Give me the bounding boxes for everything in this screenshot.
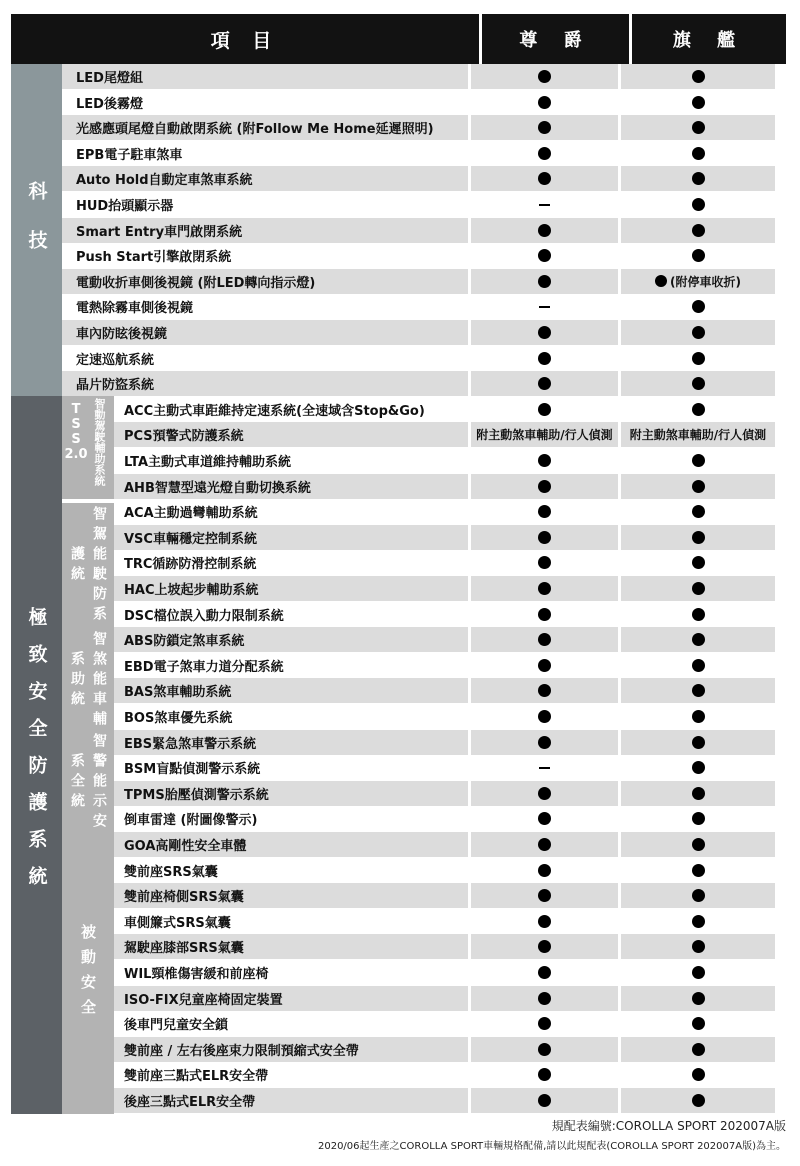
flagship-value bbox=[618, 294, 775, 319]
not-included-dash-icon bbox=[539, 306, 550, 308]
header-col-flagship: 旗 艦 bbox=[629, 14, 786, 64]
premium-value bbox=[468, 858, 618, 883]
subgroup-warning: 智警能示安系全統 bbox=[62, 732, 114, 834]
flagship-value bbox=[618, 499, 775, 524]
included-dot-icon bbox=[692, 70, 705, 83]
flagship-value bbox=[618, 704, 775, 729]
included-dot-icon bbox=[538, 1017, 551, 1030]
included-dot-icon bbox=[538, 684, 551, 697]
premium-value bbox=[468, 320, 618, 345]
premium-value bbox=[468, 64, 618, 89]
included-dot-icon bbox=[538, 275, 551, 288]
value-text: 附主動煞車輔助/行人偵測 bbox=[476, 428, 613, 443]
flagship-value bbox=[618, 627, 775, 652]
included-dot-icon bbox=[692, 96, 705, 109]
included-dot-icon bbox=[692, 889, 705, 902]
included-dot-icon bbox=[538, 377, 551, 390]
feature-name: Smart Entry車門啟閉系統 bbox=[62, 218, 468, 243]
premium-value bbox=[468, 806, 618, 831]
table-row bbox=[62, 243, 775, 268]
included-dot-icon bbox=[538, 608, 551, 621]
included-dot-icon bbox=[538, 480, 551, 493]
included-dot-icon bbox=[692, 147, 705, 160]
flagship-value bbox=[618, 755, 775, 780]
feature-name: WIL頸椎傷害緩和前座椅 bbox=[114, 960, 468, 985]
feature-name: ACC主動式車距維持定速系統(全速域含Stop&Go) bbox=[114, 397, 468, 422]
premium-value bbox=[468, 1011, 618, 1036]
included-dot-icon bbox=[538, 966, 551, 979]
flagship-value bbox=[618, 166, 775, 191]
premium-value bbox=[468, 90, 618, 115]
included-dot-icon bbox=[538, 1068, 551, 1081]
spec-code: 規配表編號:COROLLA SPORT 202007A版 bbox=[551, 1119, 786, 1133]
feature-name: EBD電子煞車力道分配系統 bbox=[114, 653, 468, 678]
feature-name: 駕駛座膝部SRS氣囊 bbox=[114, 934, 468, 959]
flagship-value bbox=[618, 346, 775, 371]
feature-name: TRC循跡防滑控制系統 bbox=[114, 550, 468, 575]
included-dot-icon bbox=[692, 1068, 705, 1081]
table-row bbox=[114, 883, 775, 908]
flagship-value bbox=[618, 1011, 775, 1036]
included-dot-icon bbox=[538, 352, 551, 365]
included-dot-icon bbox=[538, 224, 551, 237]
premium-value bbox=[468, 371, 618, 396]
feature-name: TPMS胎壓偵測警示系統 bbox=[114, 781, 468, 806]
feature-name: 定速巡航系統 bbox=[62, 346, 468, 371]
included-dot-icon bbox=[538, 505, 551, 518]
included-dot-icon bbox=[692, 352, 705, 365]
table-row bbox=[114, 704, 775, 729]
feature-name: HAC上坡起步輔助系統 bbox=[114, 576, 468, 601]
premium-value bbox=[468, 653, 618, 678]
flagship-value bbox=[618, 781, 775, 806]
table-row bbox=[62, 90, 775, 115]
included-dot-icon bbox=[692, 300, 705, 313]
included-dot-icon bbox=[692, 633, 705, 646]
table-row bbox=[114, 550, 775, 575]
included-dot-icon bbox=[692, 377, 705, 390]
premium-value bbox=[468, 730, 618, 755]
table-row bbox=[62, 166, 775, 191]
feature-name: 光感應頭尾燈自動啟閉系統 (附Follow Me Home延遲照明) bbox=[62, 115, 468, 140]
header-item-label: 項 目 bbox=[210, 29, 280, 52]
table-row bbox=[114, 781, 775, 806]
table-row bbox=[62, 294, 775, 319]
flagship-value bbox=[618, 90, 775, 115]
premium-value bbox=[468, 499, 618, 524]
flagship-value bbox=[618, 883, 775, 908]
included-dot-icon bbox=[692, 480, 705, 493]
premium-value bbox=[468, 960, 618, 985]
not-included-dash-icon bbox=[539, 204, 550, 206]
feature-name: BAS煞車輔助系統 bbox=[114, 678, 468, 703]
table-row bbox=[62, 218, 775, 243]
table-row bbox=[114, 448, 775, 473]
table-row bbox=[114, 397, 775, 422]
category-safety bbox=[11, 396, 62, 1114]
flagship-value bbox=[618, 1088, 775, 1113]
premium-value bbox=[468, 909, 618, 934]
table-row bbox=[114, 1062, 775, 1087]
included-dot-icon bbox=[692, 787, 705, 800]
included-dot-icon bbox=[692, 531, 705, 544]
premium-value bbox=[468, 1037, 618, 1062]
flagship-value bbox=[618, 960, 775, 985]
flagship-value bbox=[618, 243, 775, 268]
premium-value bbox=[468, 781, 618, 806]
feature-name: AHB智慧型遠光燈自動切換系統 bbox=[114, 474, 468, 499]
included-dot-icon bbox=[692, 172, 705, 185]
flagship-value bbox=[618, 909, 775, 934]
included-dot-icon bbox=[538, 531, 551, 544]
included-dot-icon bbox=[538, 582, 551, 595]
included-dot-icon bbox=[538, 633, 551, 646]
included-dot-icon bbox=[692, 659, 705, 672]
flagship-value bbox=[618, 1062, 775, 1087]
feature-name: BOS煞車優先系統 bbox=[114, 704, 468, 729]
included-dot-icon bbox=[538, 787, 551, 800]
flagship-value bbox=[618, 1037, 775, 1062]
flagship-value bbox=[618, 602, 775, 627]
flagship-value bbox=[618, 320, 775, 345]
included-dot-icon bbox=[692, 403, 705, 416]
included-dot-icon bbox=[692, 198, 705, 211]
premium-value bbox=[468, 832, 618, 857]
flagship-value bbox=[618, 371, 775, 396]
feature-name: ISO-FIX兒童座椅固定裝置 bbox=[114, 986, 468, 1011]
flagship-value bbox=[618, 653, 775, 678]
included-dot-icon bbox=[692, 812, 705, 825]
included-dot-icon bbox=[692, 992, 705, 1005]
table-row bbox=[62, 64, 775, 89]
premium-value bbox=[468, 576, 618, 601]
table-row bbox=[114, 1037, 775, 1062]
included-dot-icon bbox=[692, 940, 705, 953]
feature-name: 倒車雷達 (附圖像警示) bbox=[114, 806, 468, 831]
included-dot-icon bbox=[692, 915, 705, 928]
included-dot-icon bbox=[538, 1043, 551, 1056]
included-dot-icon bbox=[538, 172, 551, 185]
table-row bbox=[114, 806, 775, 831]
feature-name: 雙前座三點式ELR安全帶 bbox=[114, 1062, 468, 1087]
premium-value bbox=[468, 166, 618, 191]
flagship-value bbox=[618, 678, 775, 703]
premium-value bbox=[468, 986, 618, 1011]
premium-value bbox=[468, 243, 618, 268]
table-row bbox=[62, 192, 775, 217]
included-dot-icon bbox=[692, 505, 705, 518]
premium-value bbox=[468, 525, 618, 550]
tss-name: T S S 2.0 bbox=[64, 402, 88, 462]
flagship-value bbox=[618, 141, 775, 166]
table-row bbox=[114, 755, 775, 780]
included-dot-icon bbox=[538, 121, 551, 134]
included-dot-icon bbox=[538, 812, 551, 825]
included-dot-icon bbox=[655, 275, 667, 287]
table-row bbox=[114, 858, 775, 883]
table-row bbox=[114, 1011, 775, 1036]
feature-name: 車側簾式SRS氣囊 bbox=[114, 909, 468, 934]
category-label: 科技 bbox=[25, 181, 48, 279]
included-dot-icon bbox=[538, 659, 551, 672]
table-row bbox=[114, 986, 775, 1011]
flagship-value bbox=[618, 269, 775, 294]
included-dot-icon bbox=[538, 556, 551, 569]
table-row bbox=[114, 499, 775, 524]
premium-value bbox=[468, 115, 618, 140]
premium-value bbox=[468, 141, 618, 166]
included-dot-icon bbox=[692, 684, 705, 697]
premium-value bbox=[468, 294, 618, 319]
subgroup-drive-protect: 智駕能駛防系護統 bbox=[62, 503, 114, 629]
flagship-value bbox=[618, 218, 775, 243]
feature-name: LED尾燈組 bbox=[62, 64, 468, 89]
feature-name: VSC車輛穩定控制系統 bbox=[114, 525, 468, 550]
flagship-value bbox=[618, 115, 775, 140]
feature-name: ACA主動過彎輔助系統 bbox=[114, 499, 468, 524]
included-dot-icon bbox=[692, 454, 705, 467]
value-text: 附主動煞車輔助/行人偵測 bbox=[629, 428, 767, 443]
table-row bbox=[114, 525, 775, 550]
included-dot-icon bbox=[538, 70, 551, 83]
premium-value bbox=[468, 448, 618, 473]
flagship-value bbox=[618, 422, 775, 447]
premium-value bbox=[468, 678, 618, 703]
table-row bbox=[114, 832, 775, 857]
feature-name: PCS預警式防護系統 bbox=[114, 422, 468, 447]
table-row bbox=[114, 602, 775, 627]
flagship-value bbox=[618, 576, 775, 601]
premium-value bbox=[468, 422, 618, 447]
feature-name: Push Start引擎啟閉系統 bbox=[62, 243, 468, 268]
flagship-value bbox=[618, 730, 775, 755]
feature-name: 車內防眩後視鏡 bbox=[62, 320, 468, 345]
table-row bbox=[114, 678, 775, 703]
premium-value bbox=[468, 269, 618, 294]
included-dot-icon bbox=[538, 864, 551, 877]
included-dot-icon bbox=[538, 736, 551, 749]
flagship-value bbox=[618, 525, 775, 550]
feature-name: 雙前座椅側SRS氣囊 bbox=[114, 883, 468, 908]
flagship-value bbox=[618, 986, 775, 1011]
feature-name: 雙前座SRS氣囊 bbox=[114, 858, 468, 883]
table-row bbox=[114, 909, 775, 934]
tss-desc: 智動駕駛輔助系統 bbox=[93, 398, 106, 486]
feature-name: 後座三點式ELR安全帶 bbox=[114, 1088, 468, 1113]
flagship-value bbox=[618, 448, 775, 473]
included-dot-icon bbox=[692, 326, 705, 339]
table-row bbox=[114, 730, 775, 755]
subgroup-passive: 被動安全 bbox=[62, 834, 114, 1114]
premium-value bbox=[468, 934, 618, 959]
included-dot-icon bbox=[538, 1094, 551, 1107]
flagship-value bbox=[618, 64, 775, 89]
feature-name: ABS防鎖定煞車系統 bbox=[114, 627, 468, 652]
flagship-value bbox=[618, 934, 775, 959]
included-dot-icon bbox=[538, 403, 551, 416]
feature-name: LED後霧燈 bbox=[62, 90, 468, 115]
feature-name: 電熱除霧車側後視鏡 bbox=[62, 294, 468, 319]
premium-value bbox=[468, 602, 618, 627]
table-row bbox=[114, 960, 775, 985]
included-dot-icon bbox=[538, 838, 551, 851]
included-dot-icon bbox=[538, 249, 551, 262]
premium-value bbox=[468, 883, 618, 908]
table-row bbox=[62, 115, 775, 140]
flagship-value bbox=[618, 832, 775, 857]
table-header bbox=[11, 14, 786, 64]
table-row bbox=[114, 627, 775, 652]
production-note: 2020/06起生產之COROLLA SPORT車輛規格配備,請以此規配表(COROLLA SPORT 202007A版)為主。 bbox=[317, 1141, 786, 1152]
flagship-value bbox=[618, 397, 775, 422]
category-label: 極致安全防護系統 bbox=[25, 607, 48, 903]
feature-name: DSC檔位誤入動力限制系統 bbox=[114, 602, 468, 627]
feature-name: 後車門兒童安全鎖 bbox=[114, 1011, 468, 1036]
table-row bbox=[114, 1088, 775, 1113]
not-included-dash-icon bbox=[539, 767, 550, 769]
feature-name: Auto Hold自動定車煞車系統 bbox=[62, 166, 468, 191]
included-dot-icon bbox=[692, 582, 705, 595]
feature-name: LTA主動式車道維持輔助系統 bbox=[114, 448, 468, 473]
category-tech bbox=[11, 64, 62, 396]
included-dot-icon bbox=[538, 915, 551, 928]
included-dot-icon bbox=[692, 121, 705, 134]
included-dot-icon bbox=[538, 940, 551, 953]
table-row bbox=[62, 371, 775, 396]
premium-value bbox=[468, 627, 618, 652]
table-row bbox=[114, 653, 775, 678]
feature-name: EBS緊急煞車警示系統 bbox=[114, 730, 468, 755]
table-row bbox=[114, 422, 775, 447]
table-row bbox=[62, 320, 775, 345]
included-dot-icon bbox=[538, 147, 551, 160]
premium-value bbox=[468, 550, 618, 575]
included-dot-icon bbox=[692, 608, 705, 621]
table-row bbox=[62, 346, 775, 371]
included-dot-icon bbox=[538, 710, 551, 723]
included-dot-icon bbox=[692, 249, 705, 262]
feature-name: 晶片防盜系統 bbox=[62, 371, 468, 396]
premium-value bbox=[468, 474, 618, 499]
feature-name: BSM盲點偵測警示系統 bbox=[114, 755, 468, 780]
subgroup-tss bbox=[62, 396, 114, 499]
table-row bbox=[114, 576, 775, 601]
feature-name: HUD抬頭顯示器 bbox=[62, 192, 468, 217]
included-dot-icon bbox=[692, 864, 705, 877]
included-dot-icon bbox=[538, 96, 551, 109]
included-dot-icon bbox=[692, 710, 705, 723]
premium-value bbox=[468, 1062, 618, 1087]
feature-name: GOA高剛性安全車體 bbox=[114, 832, 468, 857]
flagship-value bbox=[618, 474, 775, 499]
included-dot-icon bbox=[692, 556, 705, 569]
table-row bbox=[62, 141, 775, 166]
premium-value bbox=[468, 397, 618, 422]
included-dot-icon bbox=[692, 1043, 705, 1056]
table-row bbox=[62, 269, 775, 294]
included-dot-icon bbox=[538, 992, 551, 1005]
header-col-premium: 尊 爵 bbox=[479, 14, 629, 64]
flagship-value bbox=[618, 550, 775, 575]
included-dot-icon bbox=[692, 1017, 705, 1030]
premium-value bbox=[468, 1088, 618, 1113]
flagship-value bbox=[618, 806, 775, 831]
feature-name: 雙前座 / 左右後座束力限制預縮式安全帶 bbox=[114, 1037, 468, 1062]
premium-value bbox=[468, 704, 618, 729]
feature-name: 電動收折車側後視鏡 (附LED轉向指示燈) bbox=[62, 269, 468, 294]
table-row bbox=[114, 934, 775, 959]
premium-value bbox=[468, 192, 618, 217]
feature-name: EPB電子駐車煞車 bbox=[62, 141, 468, 166]
included-dot-icon bbox=[692, 1094, 705, 1107]
included-dot-icon bbox=[692, 966, 705, 979]
value-note: (附停車收折) bbox=[670, 274, 741, 289]
value-with-note bbox=[655, 273, 741, 290]
included-dot-icon bbox=[538, 454, 551, 467]
flagship-value bbox=[618, 192, 775, 217]
included-dot-icon bbox=[538, 889, 551, 902]
table-row bbox=[114, 474, 775, 499]
premium-value bbox=[468, 755, 618, 780]
included-dot-icon bbox=[692, 761, 705, 774]
included-dot-icon bbox=[692, 224, 705, 237]
included-dot-icon bbox=[692, 736, 705, 749]
premium-value bbox=[468, 346, 618, 371]
included-dot-icon bbox=[538, 326, 551, 339]
flagship-value bbox=[618, 858, 775, 883]
premium-value bbox=[468, 218, 618, 243]
subgroup-brake-assist: 智煞能車輔系助統 bbox=[62, 629, 114, 732]
included-dot-icon bbox=[692, 838, 705, 851]
